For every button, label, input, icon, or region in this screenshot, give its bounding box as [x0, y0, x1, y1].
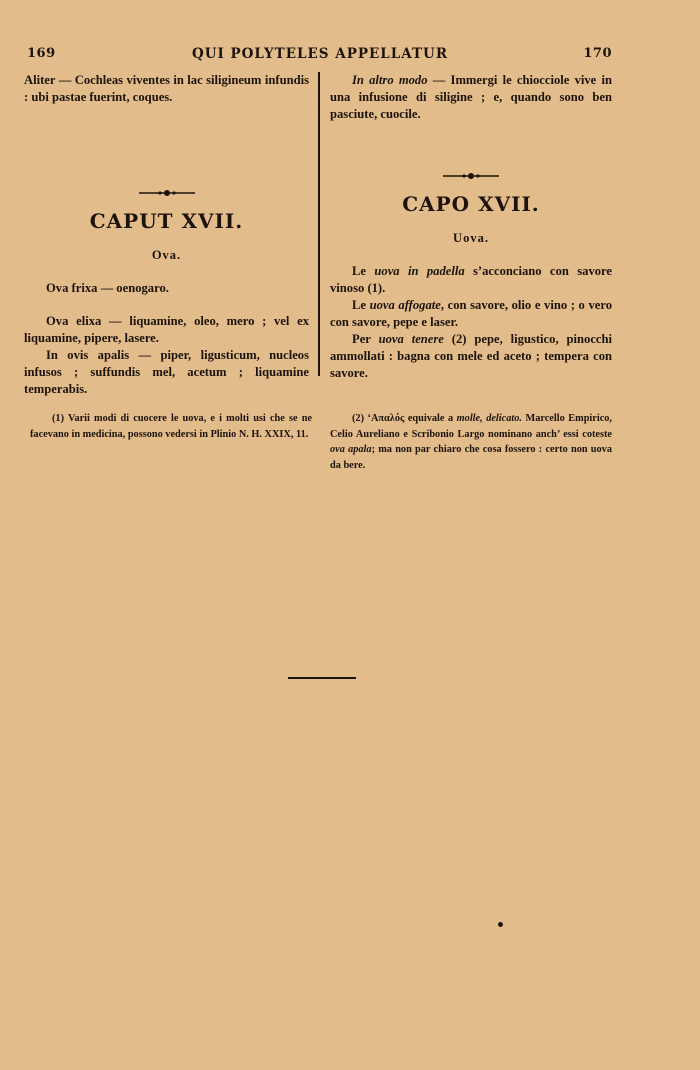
- italian-paragraph-2: Le uova affogate, con savore, olio e vino ; o vero con savore, pepe e laser.: [330, 298, 613, 329]
- footnote-2: (2) ‘Απαλός equivale a molle, delicato. Marcello Empirico, Celio Aureliano e Scribonio Largo nominano anch’ essi coteste ova apala; ma non par chiaro che cosa fossero : certo non uova da bere.: [330, 413, 613, 471]
- running-title: QUI POLYTELES APPELLATUR: [191, 46, 449, 62]
- ornament-rule-left: [137, 185, 197, 201]
- footnote-1: (1) Varii modi di cuocere le uova, e i molti usi che se ne facevano in medicina, possono vedersi in Plinio N. H. XXIX, 11.: [30, 413, 312, 440]
- column-divider: [318, 72, 320, 376]
- italian-column: [330, 72, 612, 382]
- footnote-right: [330, 411, 612, 473]
- footnote-left: [30, 411, 312, 442]
- aliter-paragraph: [24, 72, 309, 106]
- italian-paragraph-3: Per uova tenere (2) pepe, ligustico, pinocchi ammollati : bagna con mele ed aceto ; tempera con savore.: [330, 332, 613, 380]
- intro-paragraph: [330, 72, 612, 123]
- intro-italic: In altro modo: [352, 73, 428, 87]
- chapter-title-italian: CAPO XVII.: [402, 192, 540, 216]
- chapter-subtitle-latin: Ova.: [151, 248, 182, 262]
- latin-paragraph-1: Ova frixa — oenogaro.: [46, 281, 169, 295]
- chapter-subtitle-italian: Uova.: [453, 231, 489, 245]
- aliter-label: Aliter: [24, 73, 56, 87]
- aliter-text: — Cochleas viventes in lac siligineum infundis : ubi pastae fuerint, coques.: [24, 73, 309, 104]
- italian-paragraph-1: Le uova in padella s’acconciano con savore vinoso (1).: [330, 264, 613, 295]
- intro-text: — Immergi le chiocciole vive in una infusione di siligine ; e, quando sono ben pasciute, cuocile.: [330, 73, 612, 121]
- latin-paragraph-2: Ova elixa — liquamine, oleo, mero ; vel ex liquamine, pipere, lasere.: [24, 314, 309, 345]
- right-page-number: 170: [583, 46, 612, 61]
- latin-paragraph-3: In ovis apalis — piper, ligusticum, nucleos infusos ; suffundis mel, acetum ; liquamine temperabis.: [24, 348, 309, 396]
- ink-speck: [498, 922, 503, 927]
- left-page-number: 169: [27, 46, 56, 61]
- end-rule: [288, 677, 356, 679]
- latin-column: [24, 72, 309, 398]
- chapter-title-latin: CAPUT XVII.: [89, 209, 244, 233]
- ornament-rule-right: [441, 168, 501, 184]
